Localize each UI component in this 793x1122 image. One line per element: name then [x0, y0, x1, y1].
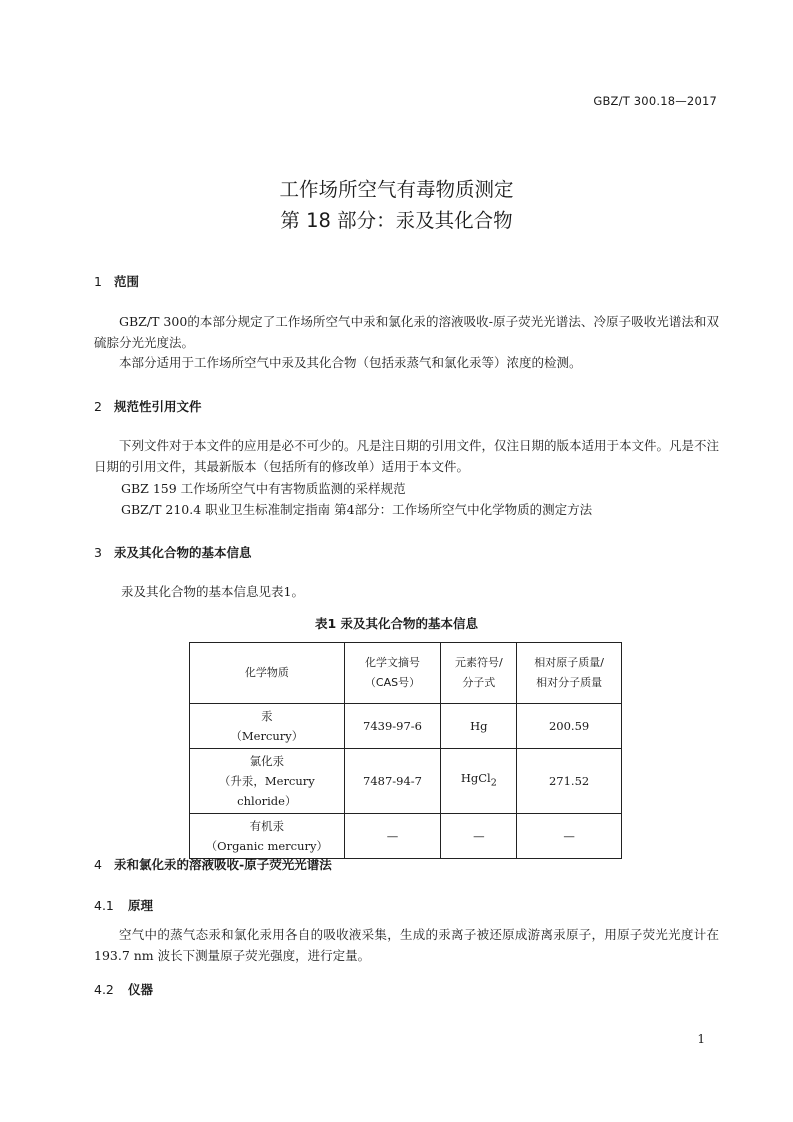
section-number: 4	[94, 857, 102, 872]
header-cas-number	[344, 643, 441, 704]
section-title: 规范性引用文件	[114, 399, 202, 414]
header-text: 相对原子质量/	[534, 656, 604, 669]
normative-reference-2: GBZ/T 210.4 职业卫生标准制定指南 第4部分：工作场所空气中化学物质的测定方法	[121, 502, 593, 517]
section-4-1-paragraph-1: 空气中的蒸气态汞和氯化汞用各自的吸收液采集，生成的汞离子被还原成游离汞原子，用原子荧光光度计在193.7 nm 波长下测量原子荧光强度，进行定量。	[94, 927, 719, 963]
header-chemical-substance: 化学物质	[190, 643, 345, 704]
section-1-paragraph-1: GBZ/T 300的本部分规定了工作场所空气中汞和氯化汞的溶液吸收-原子荧光光谱法、冷原子吸收光谱法和双硫腙分光光度法。	[94, 314, 719, 350]
mass-cell: —	[517, 814, 622, 859]
header-text: 元素符号/	[454, 656, 503, 669]
section-4-2-heading	[94, 980, 153, 998]
section-3-paragraph-1: 汞及其化合物的基本信息见表1。	[121, 584, 304, 599]
substance-name-en: （Organic mercury）	[205, 839, 329, 853]
table-caption: 表1 汞及其化合物的基本信息	[314, 616, 479, 631]
document-title: 工作场所空气有毒物质测定	[279, 178, 514, 201]
header-text: 相对分子质量	[536, 676, 603, 689]
section-4-1-heading	[94, 896, 153, 914]
header-text: （CAS号）	[364, 676, 421, 689]
formula-cell: —	[441, 814, 517, 859]
mass-cell: 271.52	[517, 749, 622, 814]
header-formula	[441, 643, 517, 704]
section-number: 2	[94, 399, 102, 414]
header-molecular-mass	[517, 643, 622, 704]
substance-cell	[190, 814, 345, 859]
section-title: 汞及其化合物的基本信息	[114, 545, 252, 560]
formula-cell	[441, 749, 517, 814]
section-2-heading	[94, 397, 202, 415]
section-number: 1	[94, 274, 102, 289]
substance-cell	[190, 749, 345, 814]
substance-name: 汞	[261, 709, 273, 723]
substance-cell	[190, 704, 345, 749]
section-title: 仪器	[128, 982, 154, 997]
standard-code: GBZ/T 300.18—2017	[593, 94, 717, 108]
cas-cell: 7439-97-6	[344, 704, 441, 749]
cas-cell: 7487-94-7	[344, 749, 441, 814]
mass-cell: 200.59	[517, 704, 622, 749]
formula-cell: Hg	[441, 704, 517, 749]
substance-name-en: （Mercury）	[230, 729, 304, 743]
section-4-heading	[94, 855, 332, 873]
section-1-heading	[94, 272, 139, 290]
section-3-heading	[94, 543, 252, 561]
substance-name: 氯化汞	[249, 754, 285, 768]
formula-base: HgCl	[460, 771, 491, 786]
header-text: 分子式	[462, 676, 496, 689]
table-header-row	[190, 643, 622, 704]
section-number: 4.1	[94, 898, 114, 913]
document-subtitle: 第 18 部分：汞及其化合物	[280, 209, 513, 232]
page-number: 1	[697, 1032, 705, 1046]
substance-name-en: （升汞，Mercury chloride）	[218, 774, 315, 808]
substance-name: 有机汞	[249, 819, 285, 833]
section-2-paragraph-1: 下列文件对于本文件的应用是必不可少的。凡是注日期的引用文件，仅注日期的版本适用于本文件。凡是不注日期的引用文件，其最新版本（包括所有的修改单）适用于本文件。	[94, 438, 720, 474]
normative-reference-1: GBZ 159 工作场所空气中有害物质监测的采样规范	[121, 481, 406, 496]
table-row	[190, 749, 622, 814]
header-text: 化学文摘号	[365, 656, 421, 669]
table-row	[190, 704, 622, 749]
section-1-paragraph-2: 本部分适用于工作场所空气中汞及其化合物（包括汞蒸气和氯化汞等）浓度的检测。	[119, 355, 582, 370]
formula-subscript: 2	[490, 777, 497, 789]
table-row	[190, 814, 622, 859]
section-title: 范围	[114, 274, 140, 289]
section-title: 汞和氯化汞的溶液吸收-原子荧光光谱法	[114, 857, 332, 872]
section-number: 4.2	[94, 982, 114, 997]
section-title: 原理	[128, 898, 154, 913]
section-number: 3	[94, 545, 102, 560]
basic-info-table	[189, 642, 622, 859]
cas-cell: —	[344, 814, 441, 859]
